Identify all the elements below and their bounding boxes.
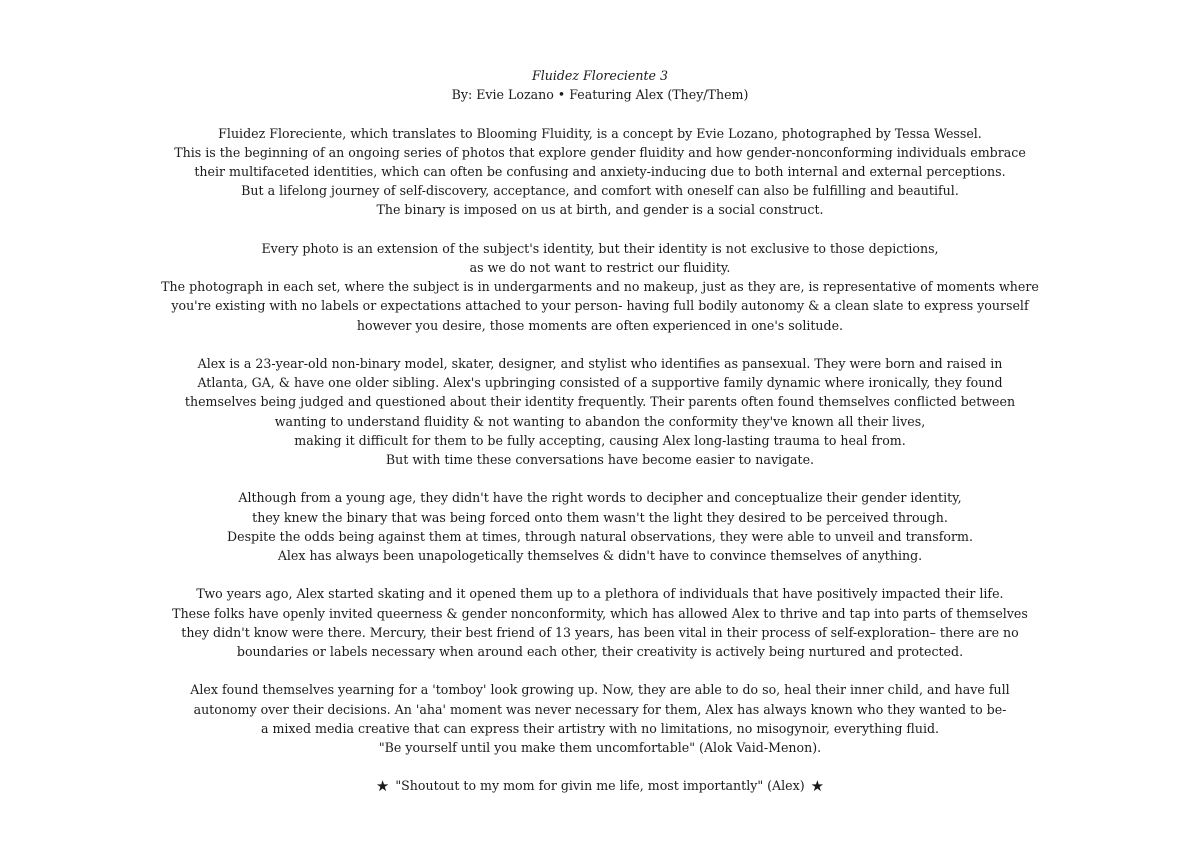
paragraph-tomboy [0,680,1200,757]
paragraph-line: making it difficult for them to be fully accepting, causing Alex long-lasting trauma to heal from. [294,432,906,448]
paragraph-line: they didn't know were there. Mercury, their best friend of 13 years, has been vital in their process of self-exploration– there are no [181,624,1019,640]
paragraph-identity [0,488,1200,565]
paragraph-line: Two years ago, Alex started skating and it opened them up to a plethora of individuals that have positively impacted their life. [196,586,1004,602]
paragraph-line: Alex found themselves yearning for a 'tomboy' look growing up. Now, they are able to do so, heal their inner child, and have full [190,682,1010,698]
byline: By: Evie Lozano • Featuring Alex (They/Them) [451,87,749,103]
closing-quote-text: "Shoutout to my mom for givin me life, most importantly" (Alex) [395,778,805,794]
paragraph-line: their multifaceted identities, which can often be confusing and anxiety-inducing due to both internal and external perceptions. [194,164,1006,179]
paragraph-line: The photograph in each set, where the subject is in undergarments and no makeup, just as they are, is representative of moments where [161,279,1039,295]
paragraph-alex-bio [0,354,1200,469]
paragraph-line: autonomy over their decisions. An 'aha' moment was never necessary for them, Alex has always known who they wanted to be- [193,701,1007,717]
paragraph-line: they knew the binary that was being forced onto them wasn't the light they desired to be perceived through. [252,509,948,525]
paragraph-line: Although from a young age, they didn't have the right words to decipher and conceptualize their gender identity, [238,490,962,506]
paragraph-line: Despite the odds being against them at times, through natural observations, they were able to unveil and transform. [227,528,973,544]
closing-quote [0,776,1200,796]
paragraph-line: however you desire, those moments are often experienced in one's solitude. [356,317,844,333]
paragraph-gap [0,104,1200,123]
paragraph-gap [0,469,1200,488]
paragraph-line: a mixed media creative that can express their artistry with no limitations, no misogynoir, everything fluid. [260,720,940,736]
paragraph-line: Alex has always been unapologetically themselves & didn't have to convince themselves of anything. [277,548,923,564]
header [0,66,1200,104]
paragraph-line: Fluidez Floreciente, which translates to Blooming Fluidity, is a concept by Evie Lozano, photographed by Tessa Wessel. [218,125,982,141]
paragraph-line: This is the beginning of an ongoing series of photos that explore gender fluidity and how gender-nonconforming individuals embrace [174,144,1026,160]
paragraph-line: Atlanta, GA, & have one older sibling. Alex's upbringing consisted of a supportive family dynamic where ironically, they found [197,375,1003,391]
paragraph-gap [0,757,1200,776]
paragraph-line: "Be yourself until you make them uncomfortable" (Alok Vaid-Menon). [378,740,822,756]
paragraph-line: But a lifelong journey of self-discovery, acceptance, and comfort with oneself can also be fulfilling and beautiful. [241,183,959,199]
paragraph-line: you're existing with no labels or expectations attached to your person- having full bodily autonomy & a clean slate to express yourself [171,298,1029,314]
paragraph-gap [0,661,1200,680]
paragraph-line: These folks have openly invited queerness & gender nonconformity, which has allowed Alex to thrive and tap into parts of themselves [172,605,1028,621]
closing-line [0,776,1200,796]
paragraph-skating [0,584,1200,661]
paragraph-intro [0,124,1200,220]
paragraph-line: But with time these conversations have become easier to navigate. [385,452,815,468]
document-body [0,66,1200,797]
star-icon: ★ [375,777,390,796]
paragraph-photo-concept [0,239,1200,335]
paragraph-line: Every photo is an extension of the subject's identity, but their identity is not exclusive to those depictions, [261,240,939,256]
paragraph-line: The binary is imposed on us at birth, and gender is a social construct. [376,202,824,218]
paragraph-gap [0,335,1200,354]
paragraph-line: wanting to understand fluidity & not wanting to abandon the conformity they've known all their lives, [274,413,926,429]
paragraph-gap [0,220,1200,239]
paragraph-line: as we do not want to restrict our fluidity. [469,260,731,275]
document-title: Fluidez Floreciente 3 [531,68,669,83]
paragraph-line: Alex is a 23-year-old non-binary model, skater, designer, and stylist who identifies as pansexual. They were born and raised in [197,356,1003,371]
star-icon: ★ [810,777,825,796]
paragraph-gap [0,565,1200,584]
paragraph-line: boundaries or labels necessary when around each other, their creativity is actively being nurtured and protected. [236,644,964,660]
paragraph-line: themselves being judged and questioned about their identity frequently. Their parents often found themselves conflicted between [184,394,1016,410]
